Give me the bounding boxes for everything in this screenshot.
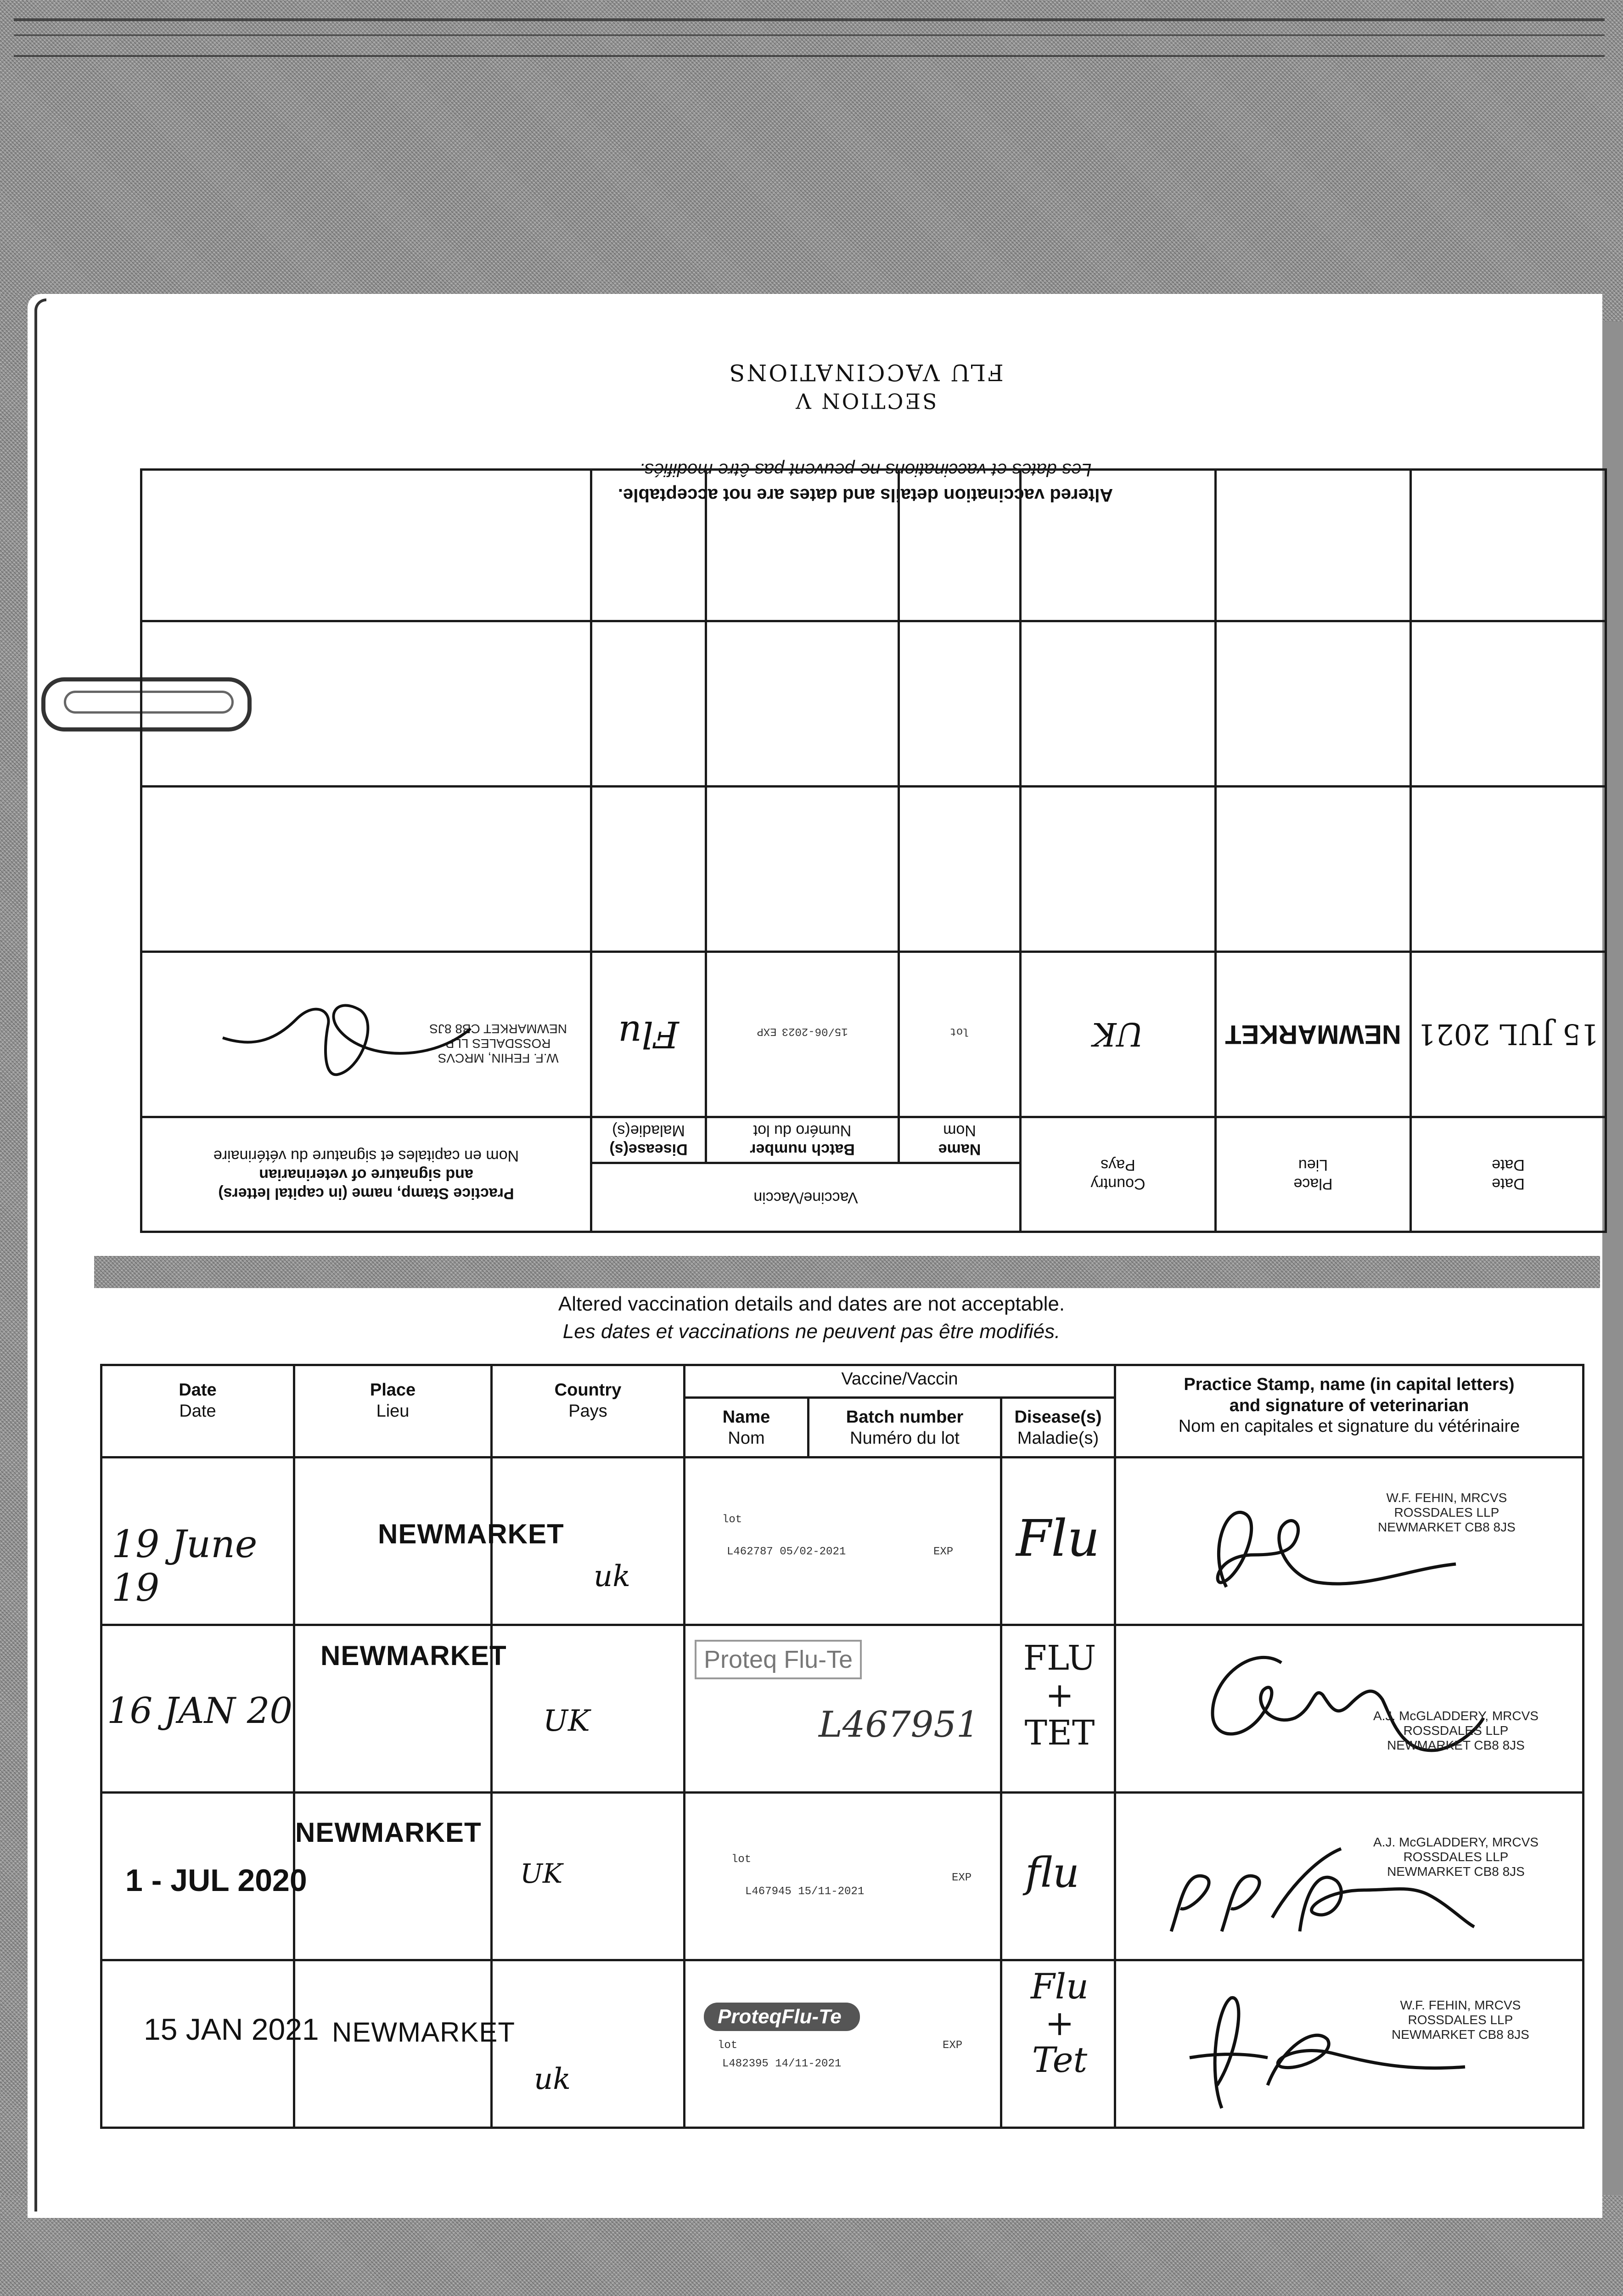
upper-place: NEWMARKET — [1216, 952, 1411, 1117]
notice-french: Les dates et vaccinations ne peuvent pas être modifiés. — [562, 1320, 1061, 1343]
upper-practice-stamp: W.F. FEHIN, MRCVS ROSSDALES LLP NEWMARKET CB8 8JS — [429, 1021, 567, 1065]
practice-stamp: A.J. McGLADDERY, MRCVS ROSSDALES LLP NEWMARKET CB8 8JS — [1373, 1835, 1539, 1879]
date-cell: 19 June 19 — [101, 1458, 294, 1625]
upper-table-row-empty — [141, 470, 1606, 621]
page-binding-strip — [94, 1256, 1600, 1288]
header-date: Date Date — [101, 1365, 294, 1458]
place-cell: NEWMARKET — [294, 1793, 492, 1960]
product-label: ProteqFlu-Te — [704, 2003, 860, 2031]
product-label: Proteq Flu-Te — [695, 1640, 862, 1679]
table-row — [101, 1793, 1584, 1960]
disease-cell: Flu — [1001, 1458, 1115, 1625]
upper-header-stamp: Practice Stamp, name (in capital letters) and signature of veterinarian Nom en capitales et signature du vétérinaire — [141, 1117, 591, 1232]
header-name: Name Nom — [685, 1398, 809, 1458]
scan-line — [14, 18, 1605, 21]
place-cell: NEWMARKET — [294, 1960, 492, 2128]
practice-stamp: A.J. McGLADDERY, MRCVS ROSSDALES LLP NEWMARKET CB8 8JS — [1373, 1709, 1539, 1753]
name-batch-cell: Proteq Flu-Te L467951 — [685, 1625, 1001, 1793]
upper-section-title: SECTION V — [794, 388, 937, 413]
header-country: Country Pays — [492, 1365, 685, 1458]
table-row — [101, 1960, 1584, 2128]
upper-batch: 15/06-2023 EXP — [706, 952, 899, 1117]
upper-table-row-empty — [141, 787, 1606, 952]
vaccination-table — [100, 1364, 1584, 2129]
header-practice-stamp: Practice Stamp, name (in capital letters) and signature of veterinarian Nom en capitales et signature du vétérinaire — [1115, 1365, 1584, 1458]
upper-table-row — [141, 952, 1606, 1117]
scan-line — [14, 55, 1605, 57]
upper-header-country: Country Pays — [1021, 1117, 1216, 1232]
header-batch: Batch number Numéro du lot — [809, 1398, 1001, 1458]
date-cell: 16 JAN 20 — [101, 1625, 294, 1793]
page-edge — [34, 298, 46, 2212]
upper-panel-inverted — [119, 335, 1612, 1286]
upper-table-row-empty — [141, 621, 1606, 787]
upper-table — [140, 468, 1607, 1233]
upper-name: lot — [899, 952, 1021, 1117]
table-row — [101, 1625, 1584, 1793]
signature-image — [213, 987, 489, 1088]
country-cell: uk — [492, 1458, 685, 1625]
country-cell: uk — [492, 1960, 685, 2128]
disease-cell: Flu + Tet — [1001, 1960, 1115, 2128]
upper-header-disease: Disease(s) Maladie(s) — [591, 1117, 706, 1163]
upper-notice-en: Altered vaccination details and dates are not acceptable. — [618, 485, 1113, 505]
upper-header-place: Place Lieu — [1216, 1117, 1411, 1232]
practice-stamp-cell — [1115, 1458, 1584, 1625]
scan-background-left — [0, 294, 28, 2223]
header-vaccine-group: Vaccine/Vaccin — [685, 1365, 1115, 1398]
country-cell: UK — [492, 1793, 685, 1960]
date-cell: 1 - JUL 2020 — [101, 1793, 294, 1960]
notice-english: Altered vaccination details and dates are not acceptable. — [558, 1293, 1065, 1315]
scan-background-top — [0, 0, 1623, 321]
upper-date: 15 JUL 2021 — [1411, 952, 1606, 1117]
date-cell: 15 JAN 2021 — [101, 1960, 294, 2128]
upper-stamp — [141, 952, 591, 1117]
header-place: Place Lieu — [294, 1365, 492, 1458]
place-cell: NEWMARKET — [294, 1458, 492, 1625]
practice-stamp-cell — [1115, 1625, 1584, 1793]
place-cell: NEWMARKET — [294, 1625, 492, 1793]
country-cell: UK — [492, 1625, 685, 1793]
upper-header-name: Name Nom — [899, 1117, 1021, 1163]
upper-country: UK — [1021, 952, 1216, 1117]
upper-header-date: Date Date — [1411, 1117, 1606, 1232]
upper-notice-fr: Les dates et vaccinations ne peuvent pas être modifiés. — [639, 460, 1092, 480]
upper-heading: FLU VACCINATIONS — [727, 359, 1004, 386]
disease-cell: FLU + TET — [1001, 1625, 1115, 1793]
practice-stamp-cell — [1115, 1793, 1584, 1960]
name-batch-cell: ProteqFlu-Te lot L482395 14/11-2021 EXP — [685, 1960, 1001, 2128]
practice-stamp: W.F. FEHIN, MRCVS ROSSDALES LLP NEWMARKET CB8 8JS — [1392, 1998, 1529, 2042]
batch-cell: lot L467945 15/11-2021 EXP — [685, 1793, 1001, 1960]
upper-header-batch: Batch number Numéro du lot — [706, 1117, 899, 1163]
batch-cell: lot L462787 05/02-2021 EXP — [685, 1458, 1001, 1625]
upper-disease: Flu — [591, 952, 706, 1117]
upper-header-vaccine: Vaccine/Vaccin — [591, 1163, 1021, 1232]
header-disease: Disease(s) Maladie(s) — [1001, 1398, 1115, 1458]
disease-cell: flu — [1001, 1793, 1115, 1960]
practice-stamp-cell — [1115, 1960, 1584, 2128]
table-row — [101, 1458, 1584, 1625]
practice-stamp: W.F. FEHIN, MRCVS ROSSDALES LLP NEWMARKET CB8 8JS — [1378, 1491, 1516, 1535]
scan-line — [14, 34, 1605, 36]
